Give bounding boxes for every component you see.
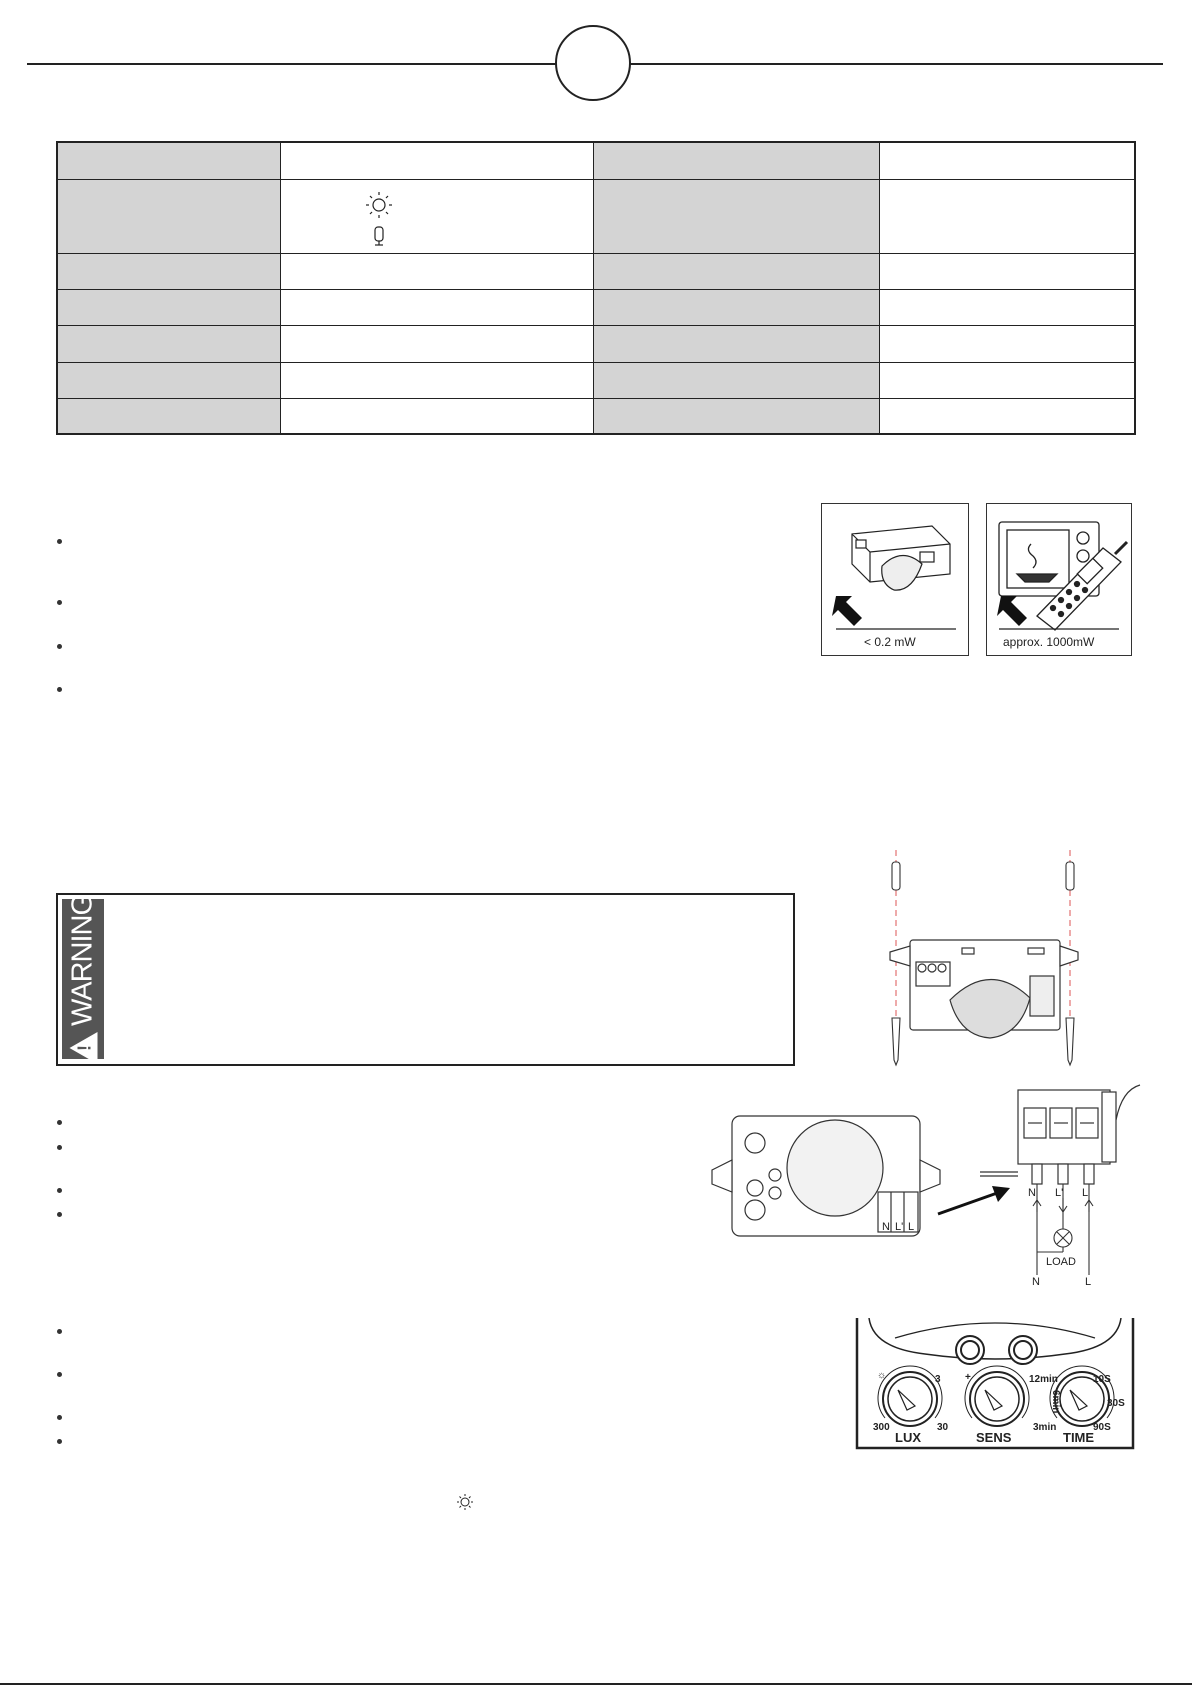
appliance-power-panel: [986, 503, 1132, 656]
supply-n-label: N: [1032, 1276, 1040, 1288]
time-scale-label: 90S: [1093, 1422, 1111, 1433]
warning-triangle-icon: !: [70, 1032, 98, 1064]
load-icons: [281, 180, 595, 252]
spec-label: [594, 179, 879, 253]
sens-label: SENS: [976, 1430, 1012, 1445]
time-scale-label: 30S: [1107, 1398, 1125, 1409]
time-scale-label: 12min: [1029, 1374, 1058, 1385]
wall-plug-icon: [892, 862, 1074, 890]
spec-label: [57, 253, 281, 289]
lux-scale-label: 300: [873, 1422, 890, 1433]
spec-value: [879, 325, 1135, 362]
spec-row: [57, 362, 1135, 398]
time-scale-label: 6min: [1050, 1390, 1061, 1414]
spec-row: [57, 142, 1135, 179]
spec-label: [57, 325, 281, 362]
terminal-label: N: [882, 1221, 890, 1233]
spec-value: [879, 179, 1135, 253]
lux-knob[interactable]: [878, 1366, 942, 1426]
sensor-power-panel: [821, 503, 969, 656]
sensor-illustration: [822, 504, 968, 655]
list-bullet: [57, 600, 62, 605]
sun-icon: ☼: [877, 1370, 887, 1381]
spec-value: [879, 398, 1135, 434]
spec-row: [57, 253, 1135, 289]
list-bullet: [57, 539, 62, 544]
lamp-icon: [375, 227, 383, 245]
spec-value: [281, 398, 594, 434]
list-bullet: [57, 644, 62, 649]
appliance-illustration: [987, 504, 1131, 655]
spec-value: [281, 142, 594, 179]
sensor-unit-top-view: [712, 1116, 940, 1236]
warning-box: [56, 893, 795, 1066]
bulb-icon: [366, 192, 392, 218]
list-bullet: [57, 1212, 62, 1217]
control-panel: [855, 1318, 1135, 1450]
spec-label: [594, 325, 879, 362]
warning-title: [67, 894, 100, 1064]
lux-label: LUX: [895, 1430, 921, 1445]
spec-value: [879, 253, 1135, 289]
spec-value: [281, 362, 594, 398]
warning-strip: [62, 893, 104, 1059]
spec-value: [879, 142, 1135, 179]
time-scale-label: 3min: [1033, 1422, 1057, 1433]
spec-label: [594, 398, 879, 434]
terminal-label: L: [1082, 1187, 1089, 1199]
sens-knob[interactable]: [965, 1366, 1029, 1426]
terminal-label: L': [1055, 1187, 1064, 1199]
spec-row: [57, 179, 1135, 253]
spec-label: [594, 142, 879, 179]
lux-scale-label: 30: [937, 1422, 949, 1433]
spec-label: [57, 398, 281, 434]
time-label: TIME: [1063, 1430, 1095, 1445]
spec-value: [281, 253, 594, 289]
arrow-icon: [832, 596, 862, 626]
spec-value: [879, 289, 1135, 325]
spec-label: [57, 179, 281, 253]
spec-value: [879, 362, 1135, 398]
spec-value-loads: [281, 179, 594, 253]
list-bullet: [57, 1415, 62, 1420]
spec-label: [594, 253, 879, 289]
supply-l-label: L: [1085, 1276, 1092, 1288]
sensor-housing: [890, 940, 1078, 1038]
spec-row: [57, 398, 1135, 434]
spec-row: [57, 325, 1135, 362]
spec-label: [57, 289, 281, 325]
spec-label: [57, 142, 281, 179]
time-scale-label: 10S: [1093, 1374, 1111, 1385]
list-bullet: [57, 1372, 62, 1377]
sens-scale-label: +: [965, 1372, 971, 1383]
arrow-icon: [997, 596, 1027, 626]
list-bullet: [57, 1329, 62, 1334]
led-indicator: [956, 1336, 1037, 1364]
spec-label: [594, 362, 879, 398]
spec-label: [594, 289, 879, 325]
spec-table: [56, 141, 1136, 435]
sun-icon: [456, 1493, 474, 1511]
page-number-circle: [555, 25, 631, 101]
list-bullet: [57, 1439, 62, 1444]
list-bullet: [57, 1188, 62, 1193]
pointer-arrow-icon: [938, 1186, 1010, 1214]
mounting-diagram: [880, 850, 1092, 1070]
terminal-label: L: [908, 1221, 915, 1233]
lux-scale-label: 3: [935, 1374, 941, 1385]
list-bullet: [57, 1120, 62, 1125]
wiring-diagram: [710, 1080, 1150, 1290]
appliance-power-label: approx. 1000mW: [1003, 635, 1095, 649]
warning-title-text: WARNING: [66, 893, 99, 1027]
spec-value: [281, 325, 594, 362]
terminal-label: N: [1028, 1187, 1036, 1199]
load-label: LOAD: [1046, 1256, 1076, 1268]
list-bullet: [57, 687, 62, 692]
spec-label: [57, 362, 281, 398]
terminal-block: [980, 1085, 1140, 1184]
terminal-label: L': [895, 1221, 904, 1233]
list-bullet: [57, 1145, 62, 1150]
spec-value: [281, 289, 594, 325]
sensor-power-label: < 0.2 mW: [864, 635, 916, 649]
spec-row: [57, 289, 1135, 325]
